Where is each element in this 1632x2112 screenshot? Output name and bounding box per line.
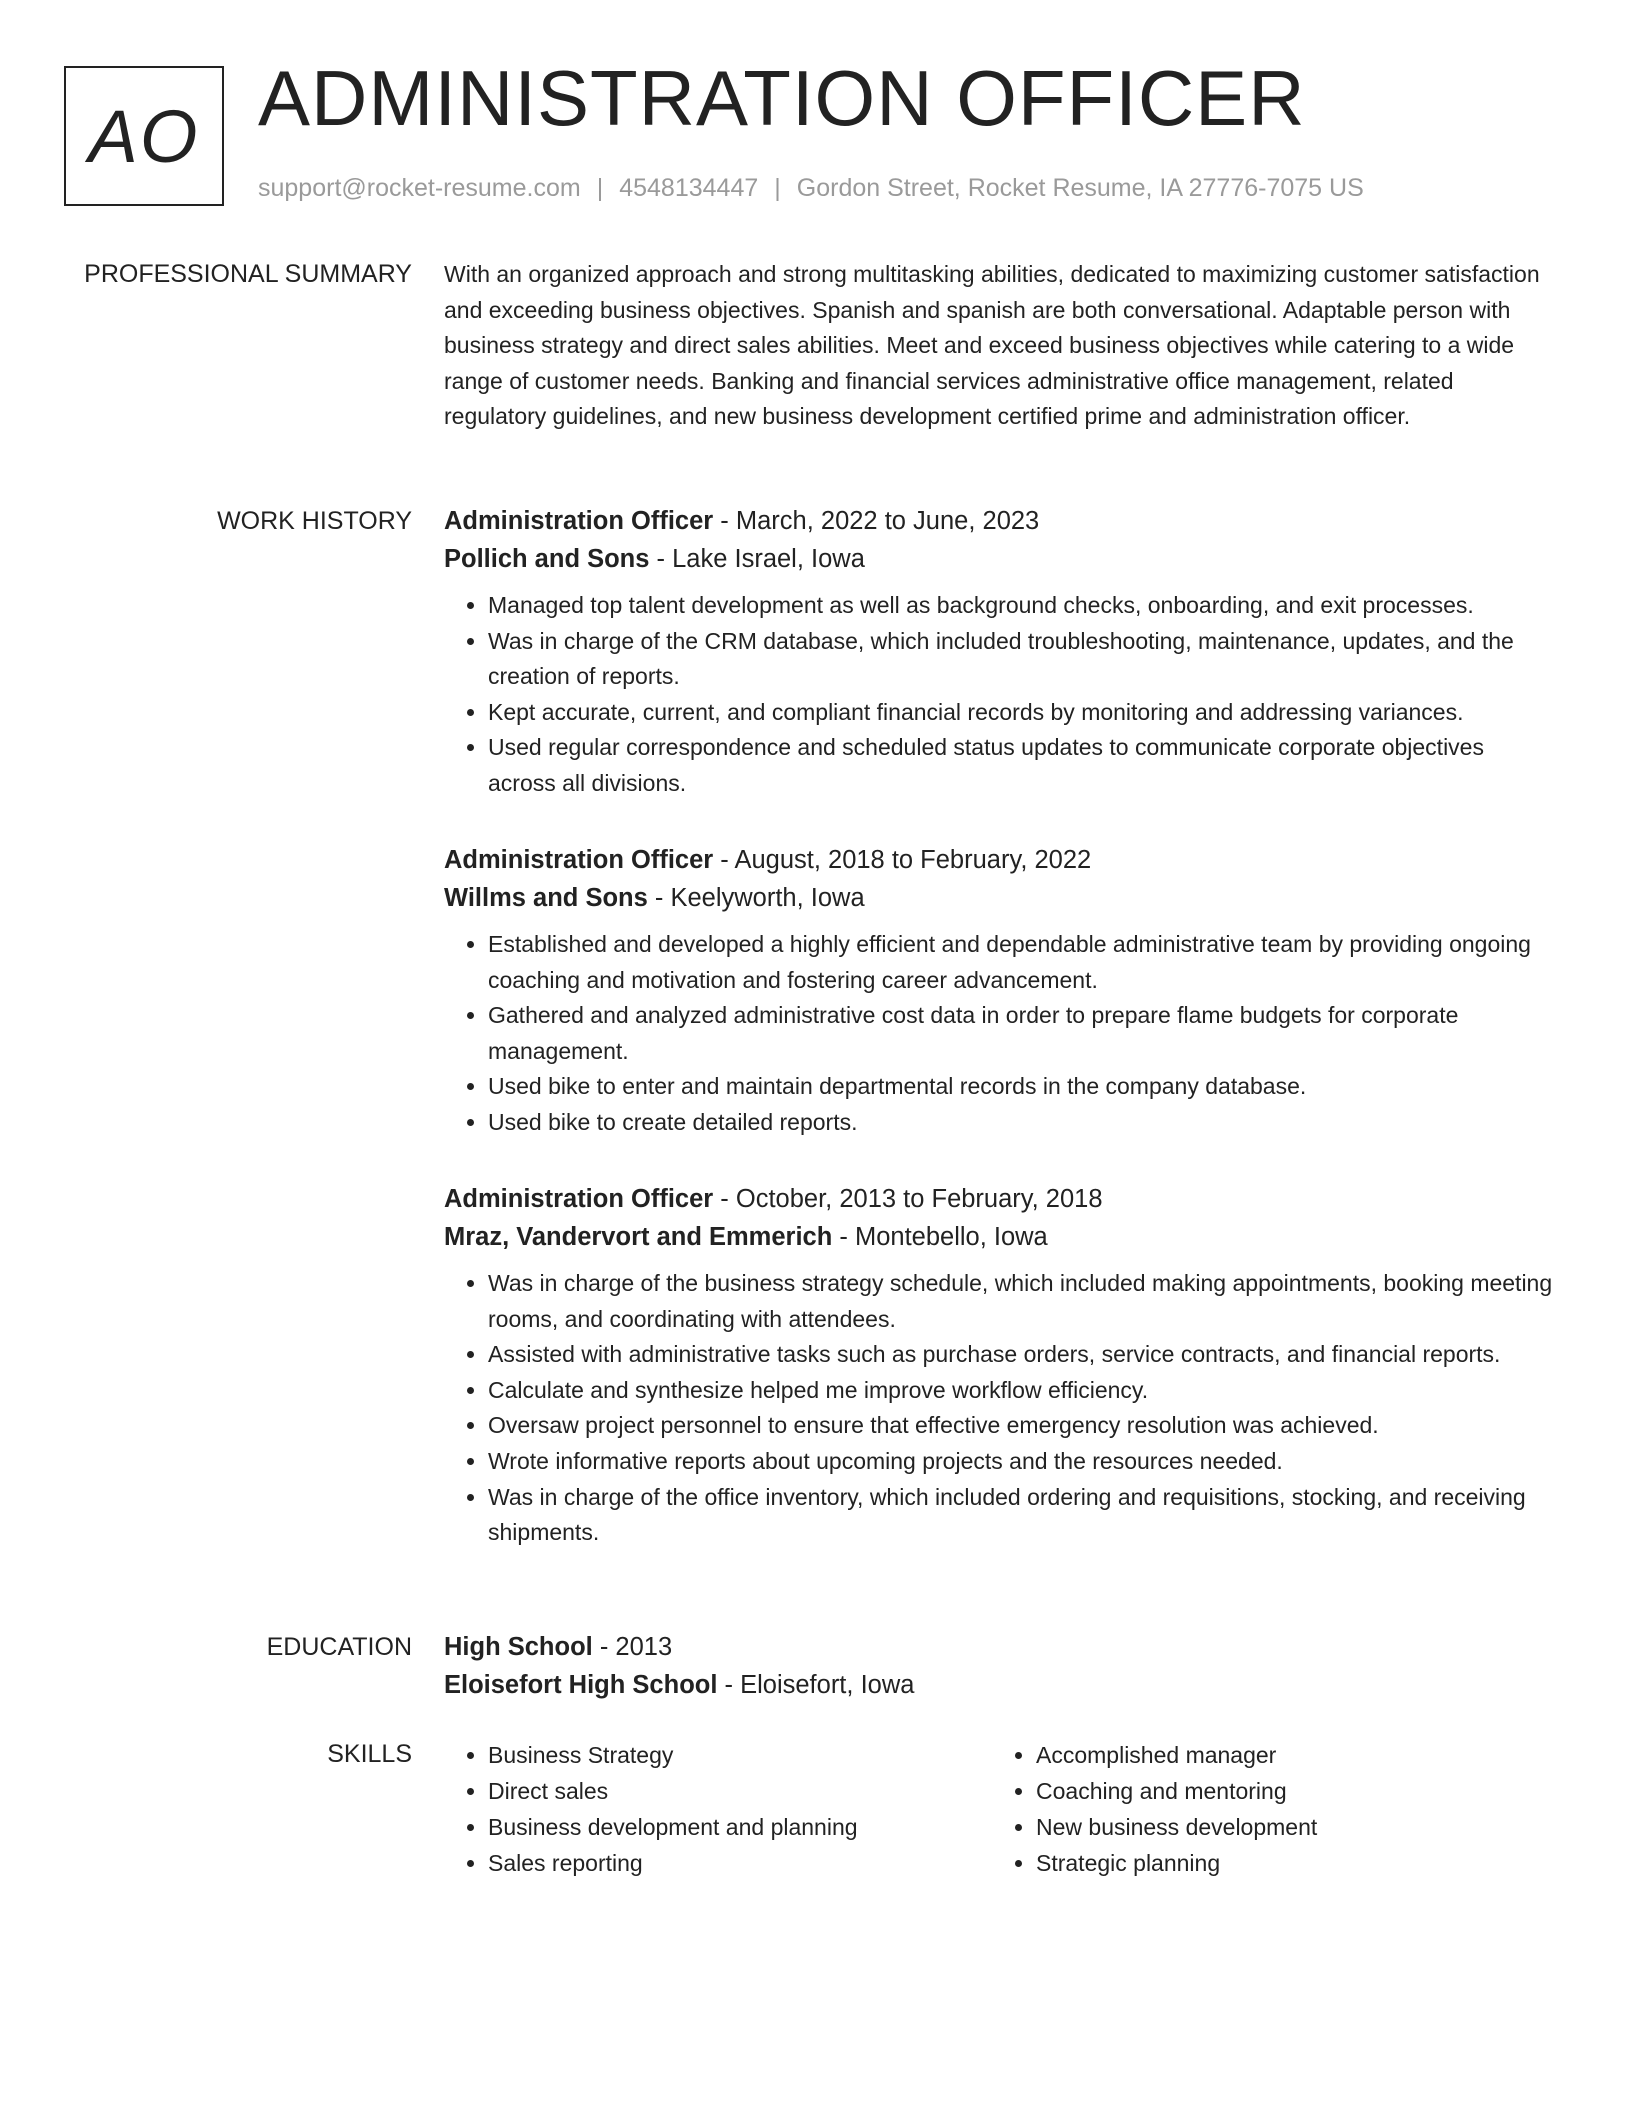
job-company-line [444, 879, 1554, 917]
education-degree: High School [444, 1633, 593, 1661]
monogram-initials: AO [88, 94, 200, 178]
job-bullets [444, 1266, 1554, 1551]
education-entry [444, 1628, 1554, 1704]
job-dates: - August, 2018 to February, 2022 [713, 846, 1092, 874]
job-company-line [444, 1218, 1554, 1256]
job-title-line [444, 1180, 1554, 1218]
job-bullet: • Used regular correspondence and scheduled status updates to communicate corporate objectives across all divisions. [488, 730, 1554, 801]
job-bullets [444, 927, 1554, 1141]
education-school: Eloisefort High School [444, 1671, 718, 1699]
job-bullet: • Was in charge of the office inventory, which included ordering and requisitions, stocking, and receiving shipments. [488, 1480, 1554, 1551]
job-bullet: • Calculate and synthesize helped me improve workflow efficiency. [488, 1373, 1554, 1409]
contact-email: support@rocket-resume.com [258, 174, 581, 202]
skills-column-right [992, 1737, 1536, 1881]
skill-item: • Direct sales [488, 1773, 988, 1809]
job-bullet: • Wrote informative reports about upcoming projects and the resources needed. [488, 1444, 1554, 1480]
job-bullet: • Gathered and analyzed administrative cost data in order to prepare flame budgets for corporate management. [488, 998, 1554, 1069]
job-location: - Lake Israel, Iowa [649, 545, 865, 573]
job-company: Mraz, Vandervort and Emmerich [444, 1223, 833, 1251]
education-school-line [444, 1666, 1554, 1704]
job-title: Administration Officer [444, 1185, 714, 1213]
education-year: - 2013 [592, 1633, 673, 1661]
summary-text: With an organized approach and strong multitasking abilities, dedicated to maximizing customer satisfaction and exceeding business objectives. Spanish and spanish are both conversational. Adaptable person with business strategy and direct sales abilities. Meet and exceed business objectives while catering to a wide range of customer needs. Banking and financial services administrative office management, related regulatory guidelines, and new business development certified prime and administration officer. [444, 261, 1540, 430]
contact-separator: | [596, 174, 604, 202]
skills-list [444, 1737, 1554, 1881]
contact-line [258, 174, 1364, 203]
job-location: - Keelyworth, Iowa [647, 884, 865, 912]
job-dates: - March, 2022 to June, 2023 [713, 507, 1040, 535]
job-bullet: • Used bike to enter and maintain departmental records in the company database. [488, 1069, 1554, 1105]
summary-heading: PROFESSIONAL SUMMARY [84, 260, 412, 288]
job-title: Administration Officer [444, 846, 714, 874]
job-entry [444, 502, 1554, 802]
job-bullets [444, 588, 1554, 802]
job-company: Pollich and Sons [444, 545, 650, 573]
contact-separator: | [774, 174, 781, 202]
job-bullet: • Was in charge of the business strategy schedule, which included making appointments, booking meeting rooms, and coordinating with attendees. [488, 1266, 1554, 1337]
skill-item: • New business development [1036, 1809, 1536, 1845]
job-bullet: • Managed top talent development as well as background checks, onboarding, and exit processes. [488, 588, 1554, 624]
education-location: - Eloisefort, Iowa [717, 1671, 915, 1699]
skill-item: • Business Strategy [488, 1737, 988, 1773]
job-company: Willms and Sons [444, 884, 648, 912]
education-degree-line [444, 1628, 1554, 1666]
skill-item: • Coaching and mentoring [1036, 1773, 1536, 1809]
contact-address: Gordon Street, Rocket Resume, IA 27776-7075 US [796, 174, 1364, 202]
job-entry [444, 1180, 1554, 1551]
resume-name: ADMINISTRATION OFFICER [258, 54, 1306, 142]
job-bullet: • Oversaw project personnel to ensure that effective emergency resolution was achieved. [488, 1408, 1554, 1444]
job-location: - Montebello, Iowa [832, 1223, 1048, 1251]
job-bullet: • Was in charge of the CRM database, which included troubleshooting, maintenance, updates, and the creation of reports. [488, 624, 1554, 695]
skills-column-left [444, 1737, 988, 1881]
work-history-heading: WORK HISTORY [217, 507, 412, 535]
contact-phone: 4548134447 [619, 174, 759, 202]
job-bullet: • Established and developed a highly efficient and dependable administrative team by providing ongoing coaching and motivation and fostering career advancement. [488, 927, 1554, 998]
job-company-line [444, 540, 1554, 578]
job-entry [444, 841, 1554, 1141]
monogram-box [64, 66, 224, 206]
summary-body [444, 257, 1554, 435]
job-dates: - October, 2013 to February, 2018 [713, 1185, 1103, 1213]
skill-item: • Business development and planning [488, 1809, 988, 1845]
job-title-line [444, 841, 1554, 879]
skill-item: • Sales reporting [488, 1845, 988, 1881]
job-title-line [444, 502, 1554, 540]
skills-heading: SKILLS [327, 1740, 412, 1768]
job-bullet: • Kept accurate, current, and compliant financial records by monitoring and addressing variances. [488, 695, 1554, 731]
job-bullet: • Assisted with administrative tasks such as purchase orders, service contracts, and financial reports. [488, 1337, 1554, 1373]
skill-item: • Accomplished manager [1036, 1737, 1536, 1773]
job-bullet: • Used bike to create detailed reports. [488, 1105, 1554, 1141]
education-heading: EDUCATION [266, 1633, 412, 1661]
job-title: Administration Officer [444, 507, 714, 535]
skill-item: • Strategic planning [1036, 1845, 1536, 1881]
